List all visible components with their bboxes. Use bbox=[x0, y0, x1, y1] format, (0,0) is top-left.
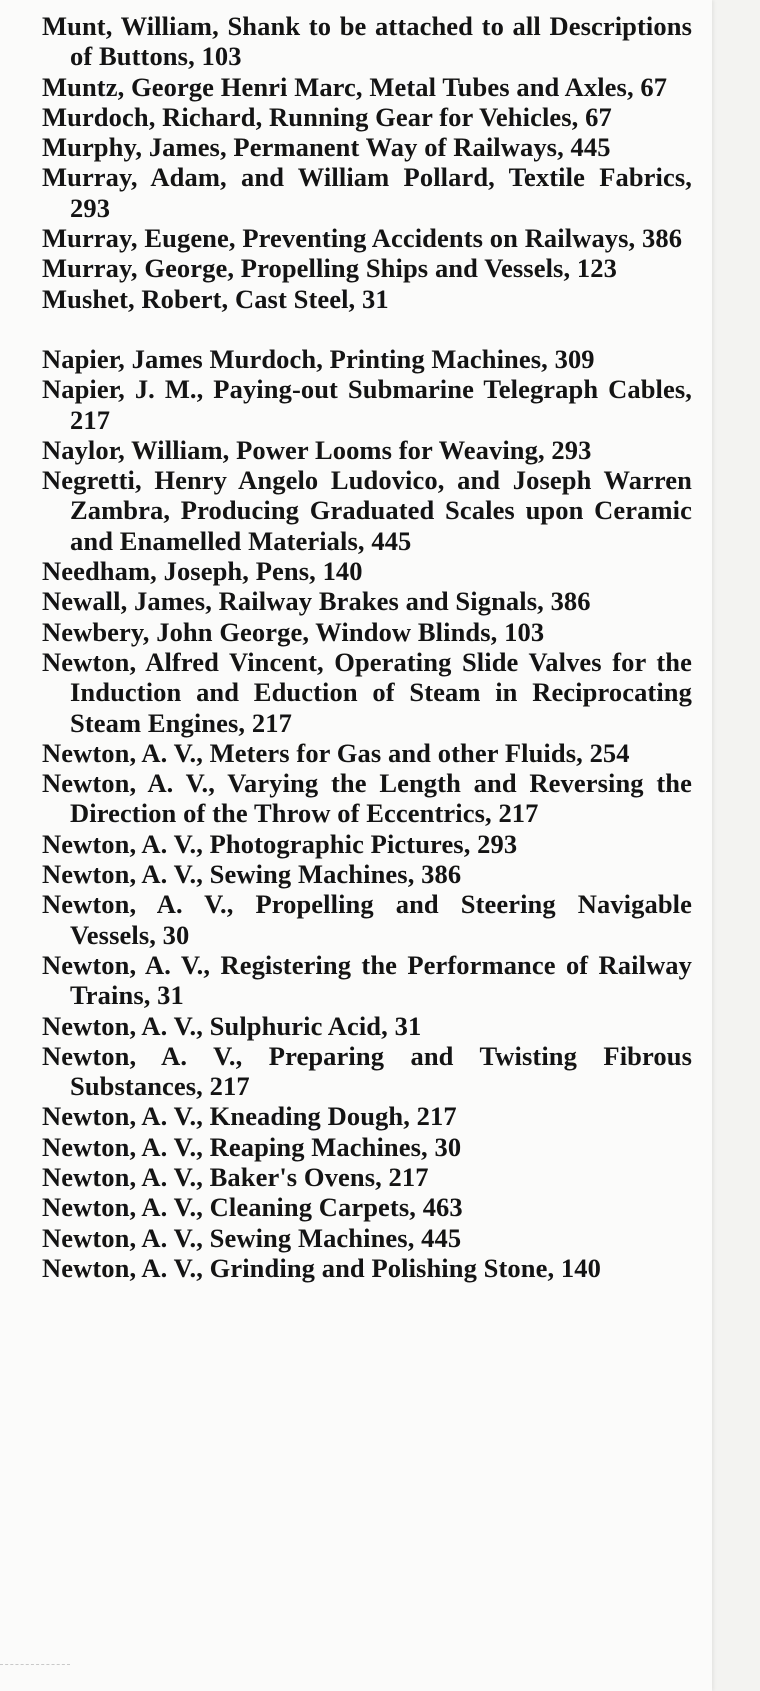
index-entry: Mushet, Robert, Cast Steel, 31 bbox=[42, 283, 389, 314]
patent-index-list bbox=[42, 11, 692, 1283]
index-entry: Newton, A. V., Propelling and Steering Navigable Vessels, 30 bbox=[42, 889, 692, 950]
index-entry: Newton, A. V., Photographic Pictures, 293 bbox=[42, 828, 518, 859]
index-entry: Newton, A. V., Reaping Machines, 30 bbox=[42, 1131, 462, 1162]
index-entry: Newton, A. V., Baker's Ovens, 217 bbox=[42, 1161, 429, 1192]
index-entry: Newton, A. V., Sulphuric Acid, 31 bbox=[42, 1010, 422, 1041]
index-entry: Needham, Joseph, Pens, 140 bbox=[42, 556, 363, 587]
index-entry: Naylor, William, Power Looms for Weaving, 293 bbox=[42, 434, 592, 465]
index-entry: Murray, Eugene, Preventing Accidents on Railways, 386 bbox=[42, 223, 683, 254]
index-entry: Newton, A. V., Cleaning Carpets, 463 bbox=[42, 1192, 463, 1223]
index-entry: Newton, A. V., Grinding and Polishing Stone, 140 bbox=[42, 1252, 601, 1283]
index-entry: Newton, A. V., Meters for Gas and other Fluids, 254 bbox=[42, 737, 630, 768]
index-entry: Napier, J. M., Paying-out Submarine Telegraph Cables, 217 bbox=[42, 374, 692, 435]
index-entry: Napier, James Murdoch, Printing Machines, 309 bbox=[42, 343, 595, 374]
page-edge-divider bbox=[0, 1664, 70, 1665]
index-entry: Muntz, George Henri Marc, Metal Tubes and Axles, 67 bbox=[42, 71, 668, 102]
index-entry: Murphy, James, Permanent Way of Railways, 445 bbox=[42, 132, 611, 163]
index-entry: Newton, A. V., Registering the Performance of Railway Trains, 31 bbox=[42, 949, 692, 1011]
index-entry: Newton, A. V., Varying the Length and Reversing the Direction of the Throw of Eccentrics, 217 bbox=[42, 768, 692, 829]
index-entry: Newton, A. V., Sewing Machines, 386 bbox=[42, 859, 462, 890]
index-entry: Newton, A. V., Sewing Machines, 445 bbox=[42, 1222, 462, 1253]
index-entry: Newall, James, Railway Brakes and Signals, 386 bbox=[42, 586, 591, 617]
index-entry: Newton, A. V., Preparing and Twisting Fibrous Substances, 217 bbox=[42, 1040, 692, 1102]
index-entry: Newton, Alfred Vincent, Operating Slide Valves for the Induction and Eduction of Steam in Reciprocating Steam Engines, 217 bbox=[42, 646, 692, 738]
index-entry: Murdoch, Richard, Running Gear for Vehicles, 67 bbox=[42, 101, 612, 132]
index-entry: Negretti, Henry Angelo Ludovico, and Joseph Warren Zambra, Producing Graduated Scales upon Ceramic and Enamelled Materials, 445 bbox=[42, 465, 692, 556]
index-entry: Munt, William, Shank to be attached to all Descriptions of Buttons, 103 bbox=[42, 11, 692, 72]
index-entry: Murray, George, Propelling Ships and Vessels, 123 bbox=[42, 253, 617, 284]
index-entry: Newbery, John George, Window Blinds, 103 bbox=[42, 616, 545, 647]
index-entry: Newton, A. V., Kneading Dough, 217 bbox=[42, 1101, 457, 1132]
index-entry: Murray, Adam, and William Pollard, Textile Fabrics, 293 bbox=[42, 162, 692, 223]
